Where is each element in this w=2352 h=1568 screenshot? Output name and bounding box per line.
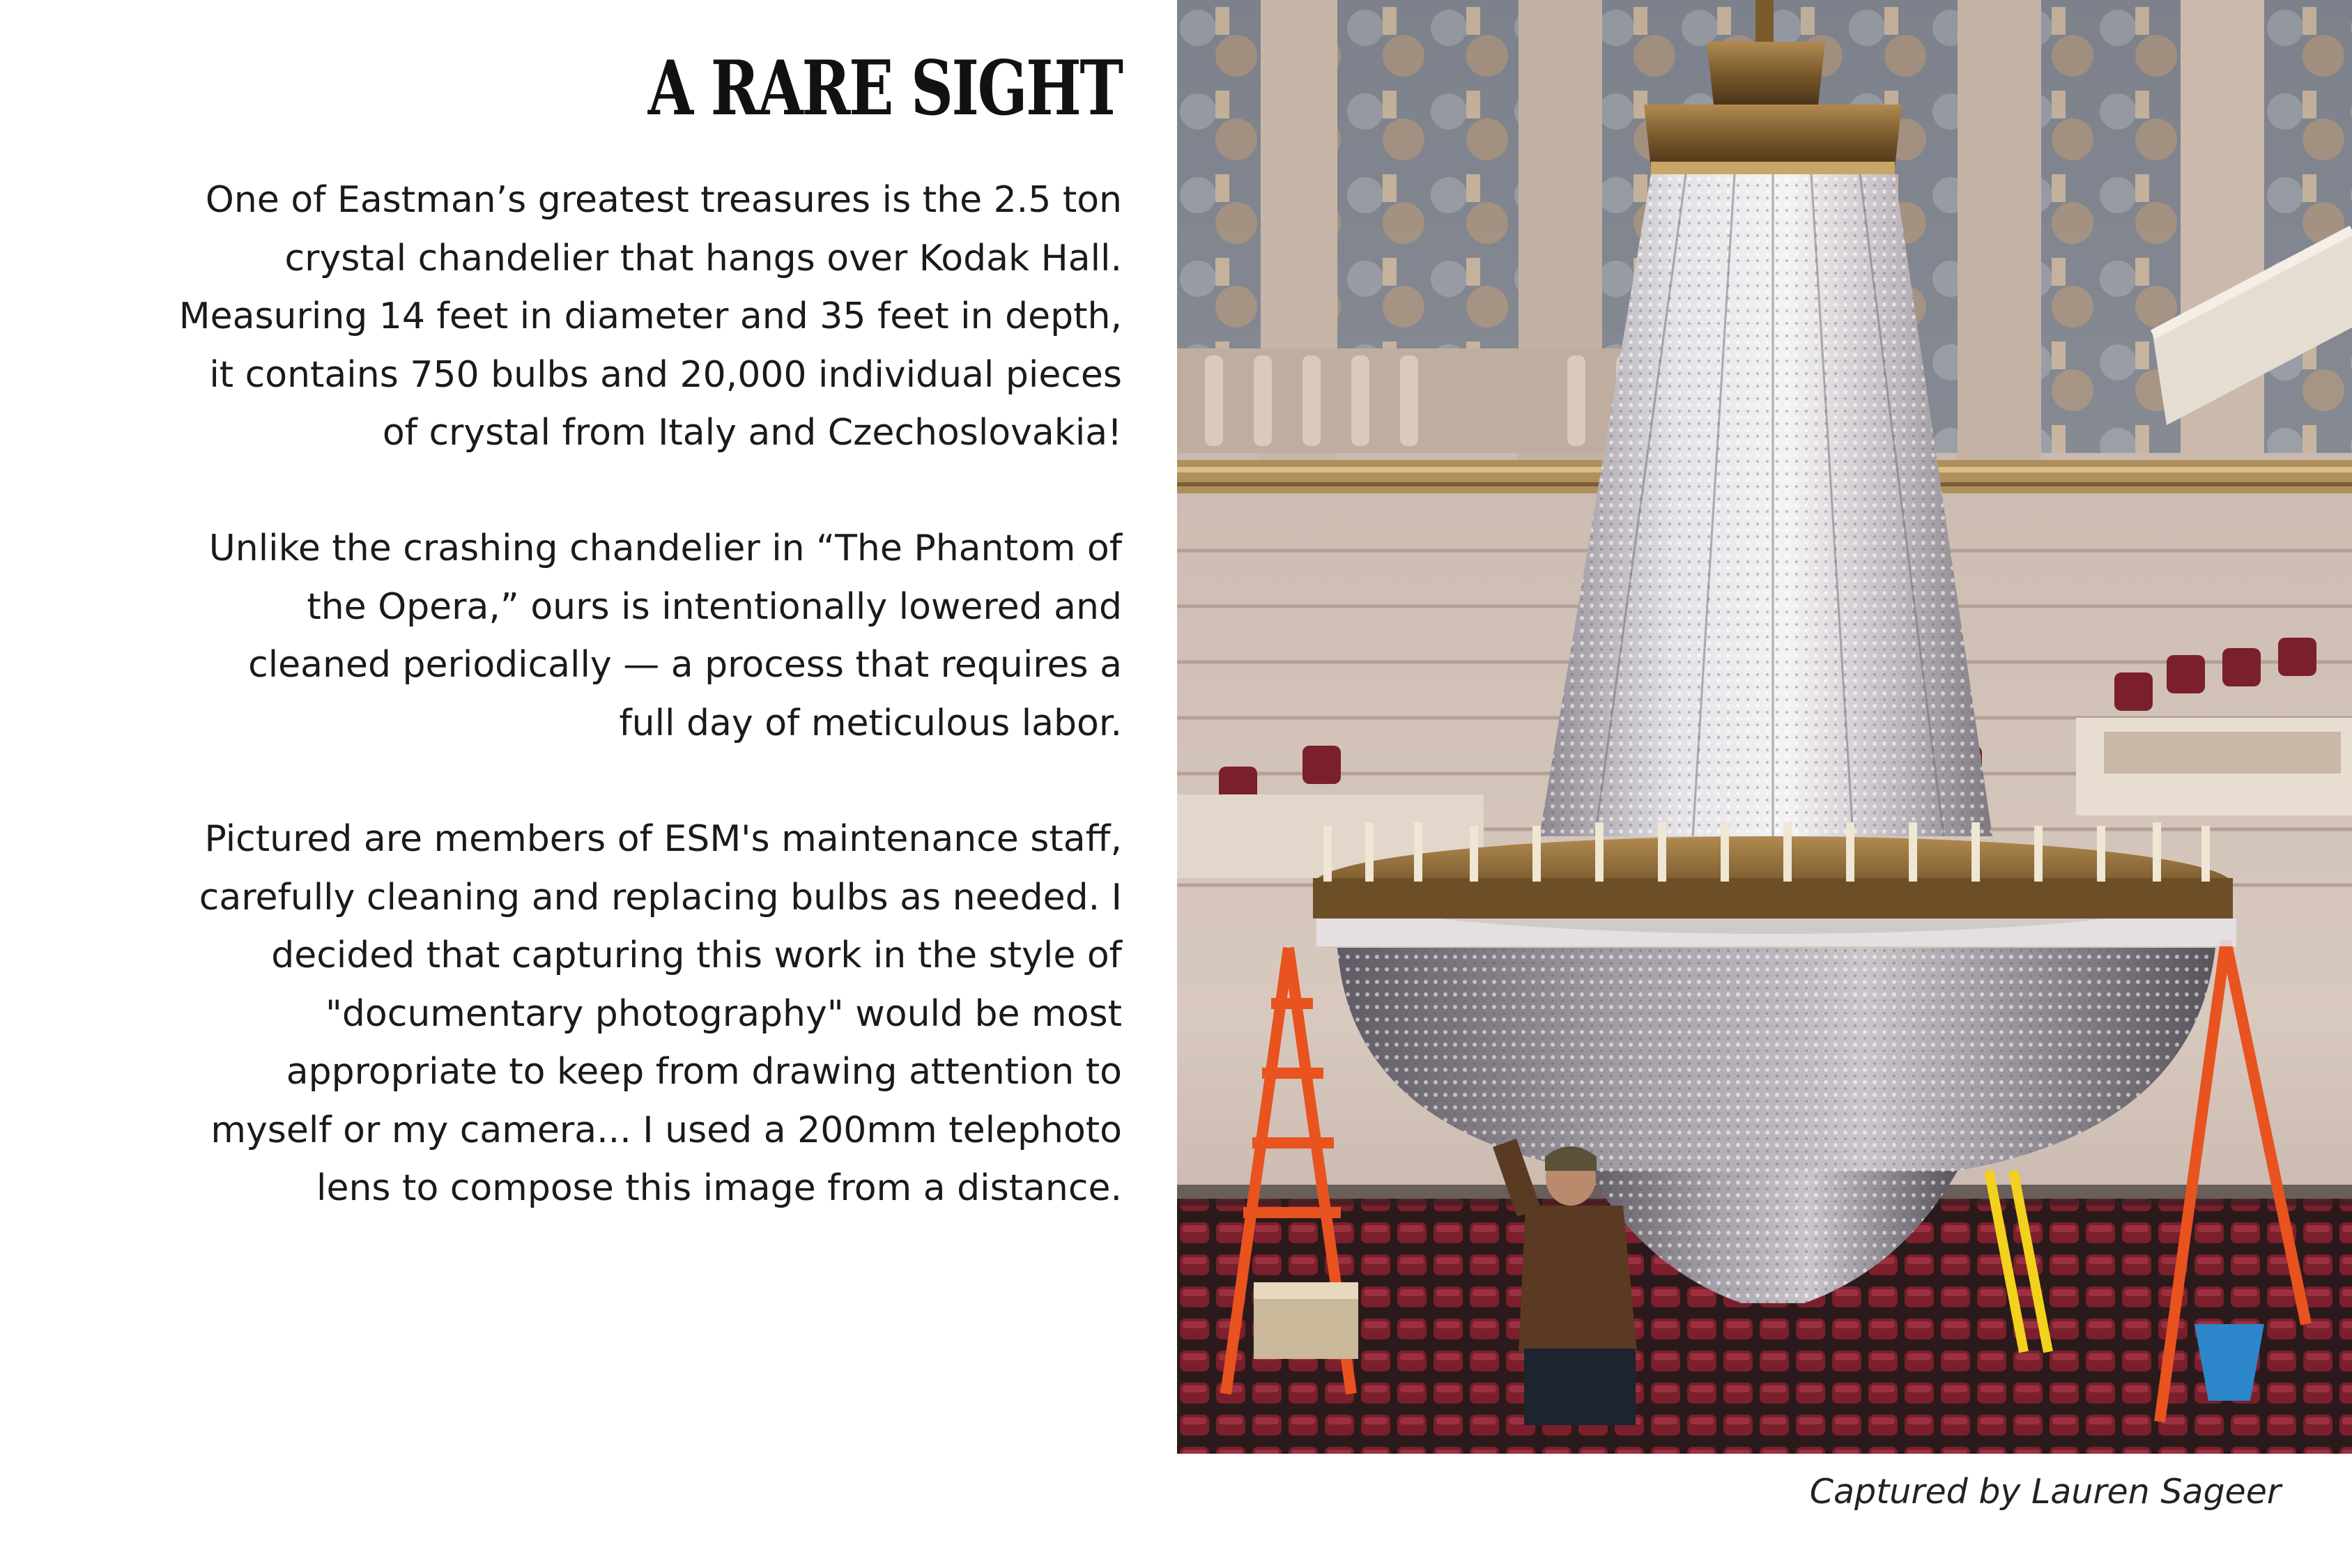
text-line: the Opera,” ours is intentionally lowered and (307, 585, 1122, 628)
text-line: Unlike the crashing chandelier in “The Phantom of (208, 528, 1122, 569)
text-line: Pictured are members of ESM's maintenance staff, (204, 818, 1122, 860)
text-line: Measuring 14 feet in diameter and 35 feet in depth, (178, 295, 1122, 337)
text-line: crystal chandelier that hangs over Kodak Hall. (284, 237, 1122, 279)
paragraph-photographer-note (0, 810, 1122, 1218)
text-line: it contains 750 bulbs and 20,000 individual pieces (209, 353, 1122, 396)
paragraph-chandelier-facts (0, 171, 1122, 463)
text-line: of crystal from Italy and Czechoslovakia! (382, 412, 1122, 454)
text-line: cleaned periodically — a process that requires a (248, 644, 1122, 686)
text-line: appropriate to keep from drawing attention to (286, 1051, 1122, 1093)
paragraph-phantom-comparison (0, 520, 1122, 753)
headline: A RARE SIGHT (648, 45, 1122, 132)
text-line: lens to compose this image from a distance. (316, 1167, 1122, 1209)
text-line: "documentary photography" would be most (325, 992, 1122, 1035)
text-line: decided that capturing this work in the style of (271, 935, 1122, 976)
text-line: carefully cleaning and replacing bulbs as needed. I (199, 876, 1122, 918)
text-line: One of Eastman’s greatest treasures is the 2.5 ton (205, 179, 1122, 221)
text-line: myself or my camera... I used a 200mm telephoto (210, 1109, 1122, 1151)
text-line: full day of meticulous labor. (619, 702, 1122, 744)
chandelier-photo (1177, 0, 2352, 1454)
photo-credit: Captured by Lauren Sageer (1809, 1472, 2281, 1512)
